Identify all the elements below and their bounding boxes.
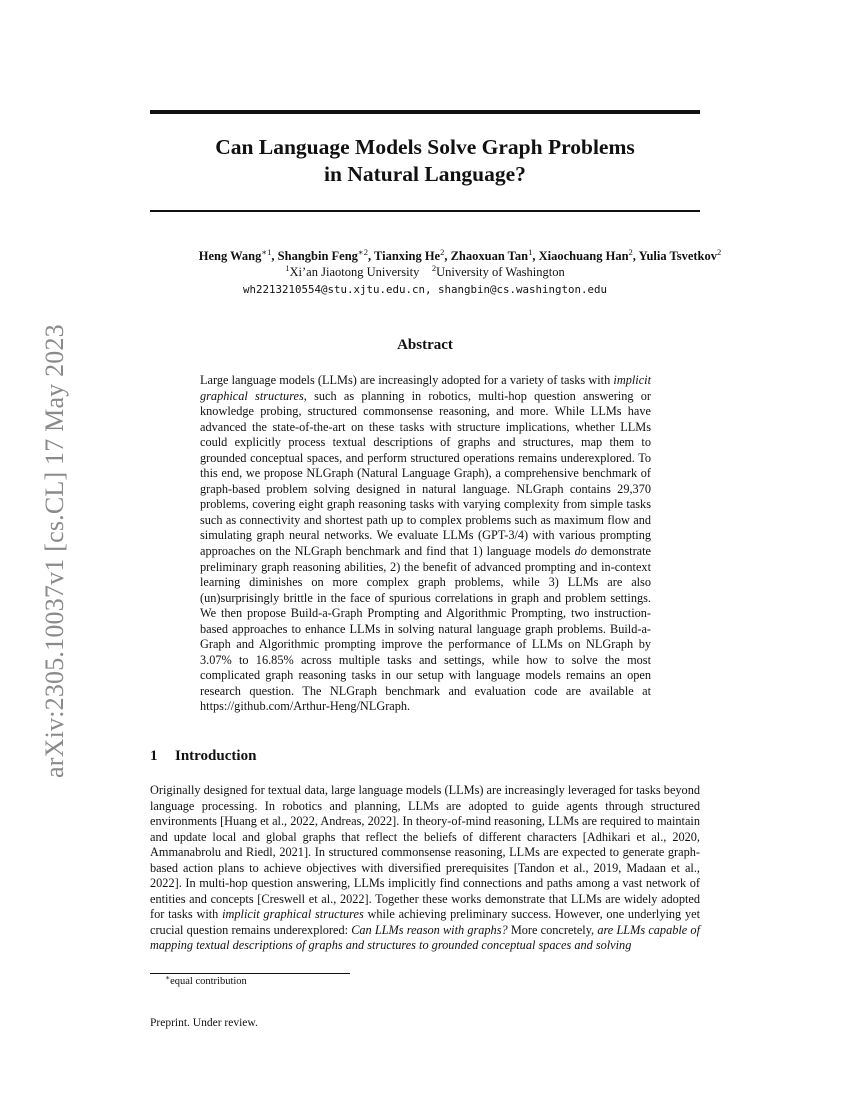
author-affil-mark: 2 <box>628 247 633 257</box>
footnote <box>165 973 247 987</box>
author-name: Shangbin Feng <box>277 249 358 263</box>
introduction-text <box>150 783 700 954</box>
author-name: Xiaochuang Han <box>538 249 629 263</box>
author-name: Yulia Tsvetkov <box>638 249 717 263</box>
intro-emphasis: Can LLMs reason with graphs? <box>351 922 508 937</box>
footnote-text: equal contribution <box>170 976 247 987</box>
title-line-2: in Natural Language? <box>324 162 526 186</box>
paper-title <box>150 134 700 188</box>
affil-mark: 2 <box>431 263 437 273</box>
section-title: Introduction <box>175 748 257 764</box>
author-affil-mark: 1 <box>528 247 533 257</box>
intro-segment: Originally designed for textual data, large language models (LLMs) are increasingly leveraged for tasks beyond language processing. In robotics and planning, LLMs are adopted to guide agents through structured environments [Huang et al., 2022, Andreas, 2022]. In theory-of-mind reasoning, LLMs are required to maintain and update local and global graphs that reflect the beliefs of different characters [Adhikari et al., 2020, Ammanabrolu and Riedl, 2021]. In structured commonsense reasoning, LLMs are expected to generate graph-based action plans to achieve objectives with diversified prerequisites [Tandon et al., 2019, Madaan et al., 2022]. In multi-hop question answering, LLMs implicitly find connections and paths among a vast network of entities and concepts [Creswell et al., 2022]. Together these works demonstrate that LLMs are widely adopted for tasks with <box>150 783 700 922</box>
title-line-1: Can Language Models Solve Graph Problems <box>215 135 635 159</box>
intro-segment: More concretely, <box>507 922 598 937</box>
abstract-segment: demonstrate preliminary graph reasoning abilities, 2) the benefit of advanced prompting and in-context learning diminishes on more complex graph problems, while 3) LLMs are also (un)surprisingly brittle in the face of spurious correlations in graph and problem settings. We then propose Build-a-Graph Prompting and Algorithmic Prompting, two instruction-based approaches to enhance LLMs in solving natural language graph problems. Build-a-Graph and Algorithmic prompting improve the performance of LLMs on NLGraph by 3.07% to 16.85% across multiple tasks and settings, while how to solve the most complicated graph reasoning tasks in our setup with language models remains an open research question. The NLGraph benchmark and evaluation code are available at https://github.com/Arthur-Heng/NLGraph. <box>200 544 652 714</box>
author-affil-mark: ∗1 <box>261 247 272 257</box>
author-affil-mark: ∗2 <box>357 247 368 257</box>
affiliations <box>150 264 700 281</box>
preprint-notice: Preprint. Under review. <box>150 1017 258 1029</box>
abstract-emphasis: implicit graphical structures <box>200 373 651 403</box>
title-bottom-rule <box>150 210 700 212</box>
footnote-rule <box>150 973 350 974</box>
abstract-emphasis: do <box>574 544 587 559</box>
footnote-mark: ∗ <box>165 973 171 982</box>
abstract-segment: , such as planning in robotics, multi-hop question answering or knowledge probing, structured commonsense reasoning, and more. While LLMs have advanced the state-of-the-art on these tasks with structure implications, whether LLMs could explicitly process textual descriptions of graphs and structures, map them to grounded conceptual spaces, and perform structured operations remains underexplored. To this end, we propose NLGraph (Natural Language Graph), a comprehensive benchmark of graph-based problem solving designed in natural language. NLGraph contains 29,370 problems, covering eight graph reasoning tasks with varying complexity from simple tasks such as connectivity and shortest path up to complex problems such as maximum flow and simulating graph neural networks. We evaluate LLMs (GPT-3/4) with various prompting approaches on the NLGraph benchmark and find that 1) language models <box>200 388 652 559</box>
author-affil-mark: 2 <box>440 247 445 257</box>
affiliation-name: University of Washington <box>436 265 565 279</box>
section-heading-introduction <box>150 748 700 765</box>
author-name: Zhaoxuan Tan <box>450 249 529 263</box>
intro-segment: while achieving preliminary success. However, one underlying yet crucial question remains underexplored: <box>150 907 700 937</box>
affil-mark: 1 <box>285 263 290 273</box>
author-name: Heng Wang <box>198 249 262 263</box>
author-list: Heng Wang$^{∗1}$, Shangbin Feng$^{∗2}$, Tianxing He$^2$, Zhaoxuan Tan$^1$, Xiaochuang Han$^2$, Yulia Tsvetkov$^2$ <box>198 247 722 263</box>
abstract-heading: Abstract <box>397 337 453 353</box>
arxiv-identifier: arXiv:2305.10037v1 [cs.CL] 17 May 2023 <box>40 324 69 778</box>
author-affil-mark: 2 <box>717 247 722 257</box>
abstract-segment: Large language models (LLMs) are increasingly adopted for a variety of tasks with <box>200 373 614 387</box>
author-name: Tianxing He <box>373 249 441 263</box>
intro-emphasis: are LLMs capable of mapping textual descriptions of graphs and structures to grounded conceptual spaces and solving <box>150 922 701 953</box>
section-number: 1 <box>150 748 158 764</box>
intro-emphasis: implicit graphical structures <box>222 907 364 922</box>
author-emails[interactable]: wh2213210554@stu.xjtu.edu.cn, shangbin@cs.washington.edu <box>242 283 607 296</box>
affiliation-name: Xi’an Jiaotong University <box>289 265 420 279</box>
title-top-rule <box>150 110 700 114</box>
abstract-text <box>200 373 651 715</box>
